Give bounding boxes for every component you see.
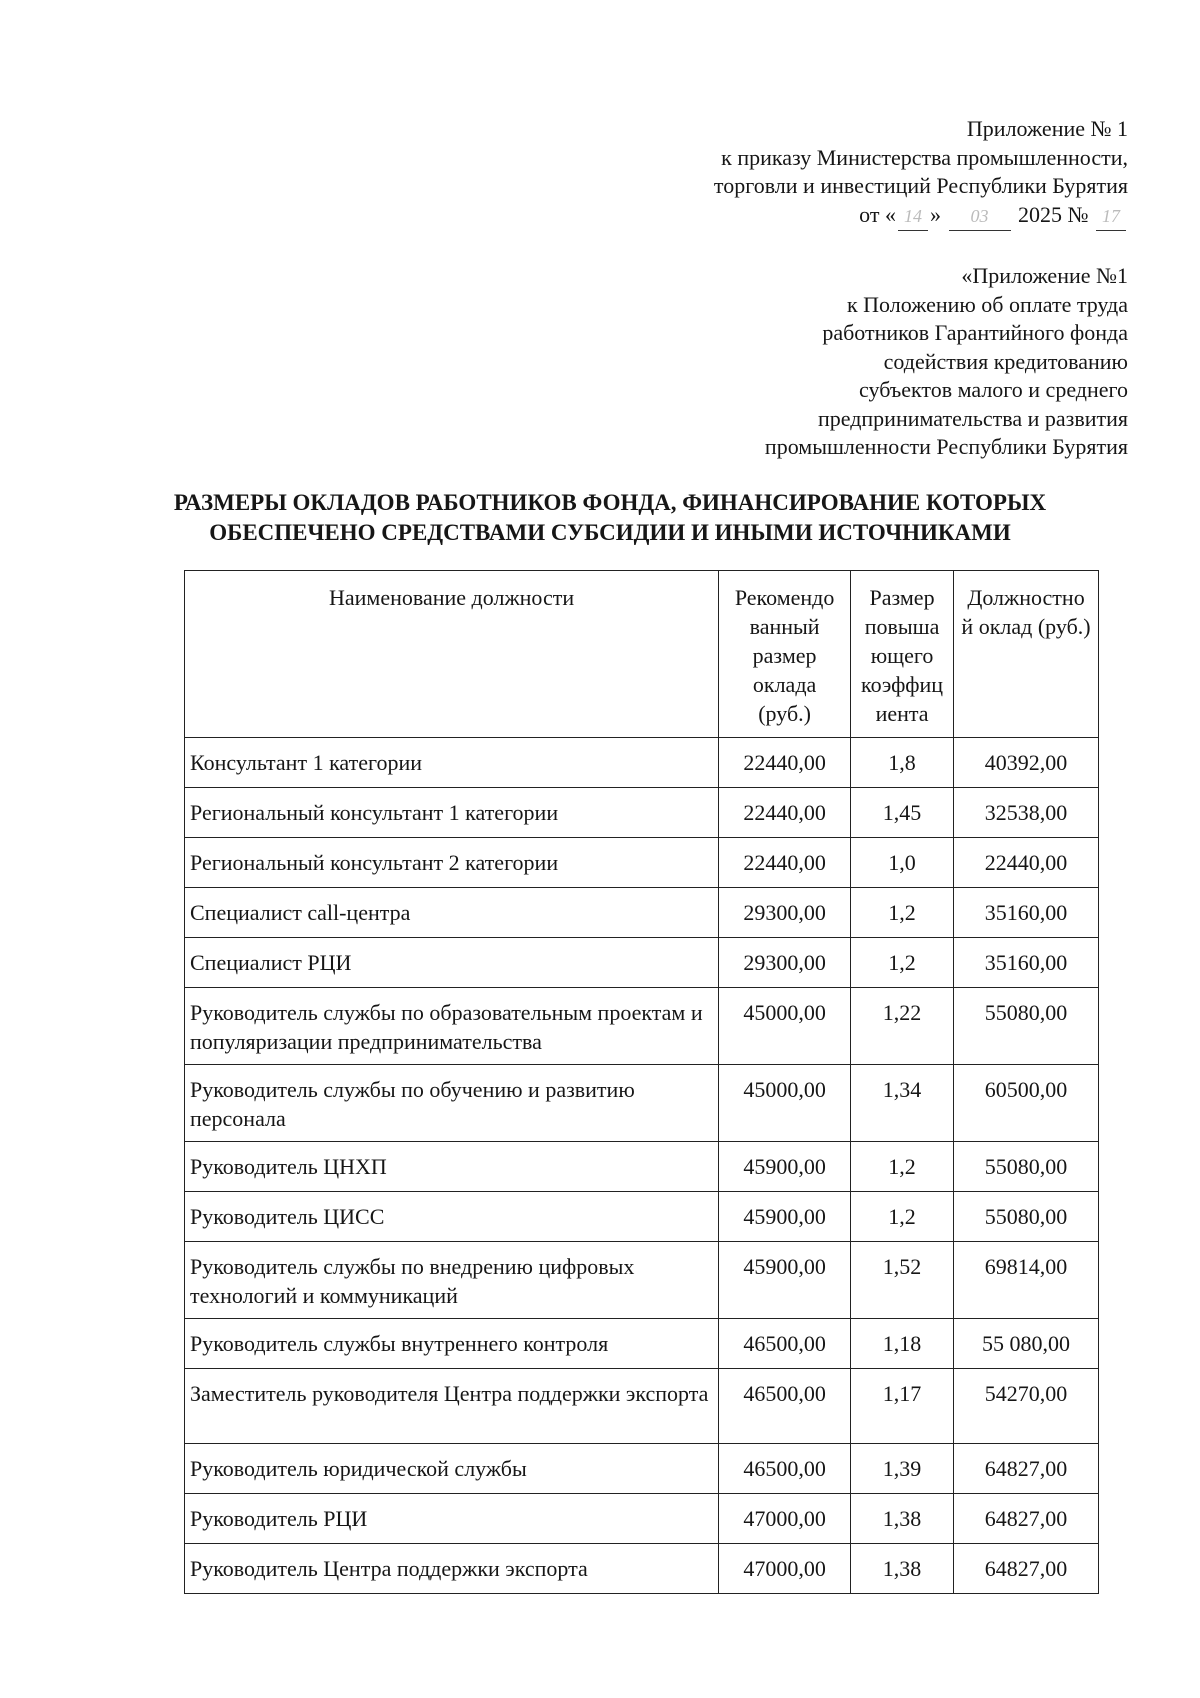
official-salary-cell: 32538,00 (954, 788, 1099, 838)
coefficient-cell: 1,0 (851, 838, 954, 888)
official-salary-cell: 40392,00 (954, 738, 1099, 788)
coefficient-cell: 1,34 (851, 1065, 954, 1142)
handwritten-order-number: 17 (1096, 202, 1126, 232)
coefficient-cell: 1,17 (851, 1369, 954, 1444)
position-cell: Региональный консультант 2 категории (185, 838, 719, 888)
coefficient-cell: 1,52 (851, 1242, 954, 1319)
annex-line-3: работников Гарантийного фонда (822, 320, 1128, 345)
position-cell: Руководитель службы внутреннего контроля (185, 1319, 719, 1369)
table-row (185, 1142, 1099, 1192)
annex-line-6: предпринимательства и развития (817, 405, 1128, 431)
official-salary-cell: 55080,00 (954, 988, 1099, 1065)
official-salary-cell: 69814,00 (954, 1242, 1099, 1319)
recommended-salary-cell: 46500,00 (719, 1369, 851, 1444)
recommended-salary-cell: 47000,00 (719, 1544, 851, 1594)
table-row (185, 738, 1099, 788)
recommended-salary-cell: 46500,00 (719, 1319, 851, 1369)
document-title (130, 488, 1090, 548)
position-cell: Руководитель юридической службы (185, 1444, 719, 1494)
recommended-salary-cell: 45900,00 (719, 1142, 851, 1192)
coefficient-cell: 1,39 (851, 1444, 954, 1494)
coefficient-cell: 1,2 (851, 1192, 954, 1242)
position-cell: Руководитель службы по внедрению цифровых технологий и коммуникаций (185, 1242, 719, 1319)
official-salary-cell: 22440,00 (954, 838, 1099, 888)
position-cell: Руководитель ЦНХП (185, 1142, 719, 1192)
order-ministry-line: к приказу Министерства промышленности, (721, 144, 1128, 170)
title-line-1: РАЗМЕРЫ ОКЛАДОВ РАБОТНИКОВ ФОНДА, ФИНАНСИРОВАНИЕ КОТОРЫХ (173, 490, 1047, 515)
coefficient-cell: 1,2 (851, 938, 954, 988)
order-ministry-line-2: торговли и инвестиций Республики Бурятия (713, 173, 1128, 198)
year-number-label: 2025 № (1018, 201, 1089, 227)
table-row (185, 1444, 1099, 1494)
official-salary-cell: 54270,00 (954, 1369, 1099, 1444)
header-recommended-salary: Рекомендо ванный размер оклада (руб.) (719, 571, 851, 738)
recommended-salary-cell: 45900,00 (719, 1242, 851, 1319)
table-row (185, 1242, 1099, 1319)
coefficient-cell: 1,22 (851, 988, 954, 1065)
coefficient-cell: 1,38 (851, 1494, 954, 1544)
coefficient-cell: 1,18 (851, 1319, 954, 1369)
table-row (185, 788, 1099, 838)
recommended-salary-cell: 29300,00 (719, 888, 851, 938)
annex-line-7: промышленности Республики Бурятия (764, 434, 1128, 459)
table-row (185, 1494, 1099, 1544)
order-reference (714, 115, 1128, 231)
position-cell: Руководитель службы по обучению и развитию персонала (185, 1065, 719, 1142)
table-row (185, 888, 1099, 938)
official-salary-cell: 64827,00 (954, 1494, 1099, 1544)
coefficient-cell: 1,8 (851, 738, 954, 788)
position-cell: Консультант 1 категории (185, 738, 719, 788)
position-cell: Региональный консультант 1 категории (185, 788, 719, 838)
position-cell: Заместитель руководителя Центра поддержки экспорта (185, 1369, 719, 1444)
position-cell: Руководитель Центра поддержки экспорта (185, 1544, 719, 1594)
recommended-salary-cell: 22440,00 (719, 788, 851, 838)
table-row (185, 1369, 1099, 1444)
annex-line-4: содействия кредитованию (883, 348, 1128, 374)
table-row (185, 988, 1099, 1065)
recommended-salary-cell: 45900,00 (719, 1192, 851, 1242)
annex-number: Приложение № 1 (966, 116, 1128, 141)
recommended-salary-cell: 45000,00 (719, 988, 851, 1065)
recommended-salary-cell: 22440,00 (719, 738, 851, 788)
annex-line-5: субъектов малого и среднего (859, 377, 1128, 402)
order-date-line (714, 201, 1128, 232)
official-salary-cell: 55 080,00 (954, 1319, 1099, 1369)
header-official-salary: Должностно й оклад (руб.) (954, 571, 1099, 738)
table-row (185, 1319, 1099, 1369)
annex-line-1: «Приложение №1 (961, 263, 1128, 288)
regulation-annex-reference (765, 262, 1128, 462)
header-coefficient: Размер повыша ющего коэффиц иента (851, 571, 954, 738)
date-prefix: от « (859, 201, 896, 227)
coefficient-cell: 1,38 (851, 1544, 954, 1594)
official-salary-cell: 55080,00 (954, 1142, 1099, 1192)
official-salary-cell: 35160,00 (954, 888, 1099, 938)
table-row (185, 838, 1099, 888)
recommended-salary-cell: 29300,00 (719, 938, 851, 988)
table-header-row (185, 571, 1099, 738)
salary-table (184, 570, 1099, 1594)
official-salary-cell: 35160,00 (954, 938, 1099, 988)
table-row (185, 1065, 1099, 1142)
handwritten-day: 14 (898, 202, 928, 232)
official-salary-cell: 55080,00 (954, 1192, 1099, 1242)
header-position: Наименование должности (185, 571, 719, 738)
recommended-salary-cell: 47000,00 (719, 1494, 851, 1544)
recommended-salary-cell: 45000,00 (719, 1065, 851, 1142)
position-cell: Специалист call-центра (185, 888, 719, 938)
position-cell: Руководитель службы по образовательным проектам и популяризации предпринимательства (185, 988, 719, 1065)
handwritten-month: 03 (949, 202, 1011, 232)
date-mid: » (930, 201, 941, 227)
position-cell: Специалист РЦИ (185, 938, 719, 988)
position-cell: Руководитель ЦИСС (185, 1192, 719, 1242)
title-line-2: ОБЕСПЕЧЕНО СРЕДСТВАМИ СУБСИДИИ И ИНЫМИ ИСТОЧНИКАМИ (209, 520, 1011, 545)
recommended-salary-cell: 22440,00 (719, 838, 851, 888)
annex-line-2: к Положению об оплате труда (846, 291, 1128, 317)
table-body (185, 738, 1099, 1594)
coefficient-cell: 1,45 (851, 788, 954, 838)
coefficient-cell: 1,2 (851, 888, 954, 938)
table-row (185, 938, 1099, 988)
table-row (185, 1192, 1099, 1242)
official-salary-cell: 60500,00 (954, 1065, 1099, 1142)
coefficient-cell: 1,2 (851, 1142, 954, 1192)
position-cell: Руководитель РЦИ (185, 1494, 719, 1544)
recommended-salary-cell: 46500,00 (719, 1444, 851, 1494)
table-row (185, 1544, 1099, 1594)
official-salary-cell: 64827,00 (954, 1444, 1099, 1494)
official-salary-cell: 64827,00 (954, 1544, 1099, 1594)
